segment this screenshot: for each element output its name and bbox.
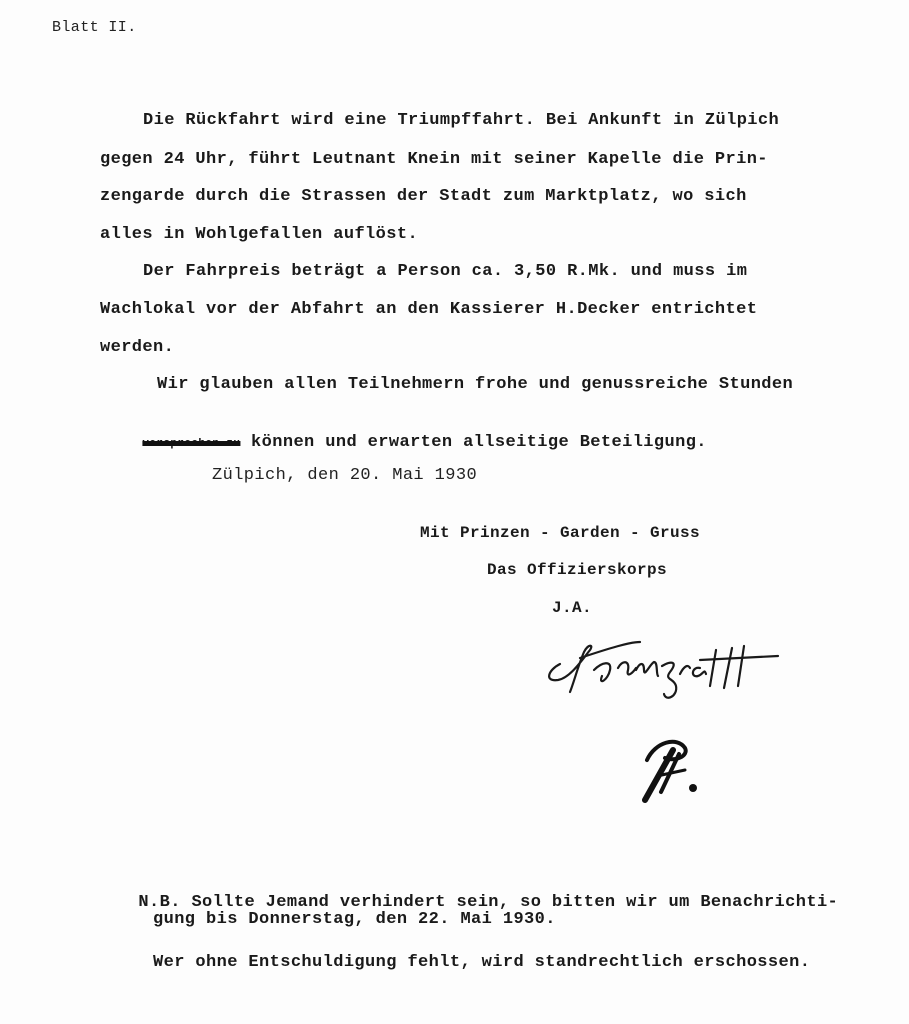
paragraph-1-line-4: alles in Wohlgefallen auflöst.: [100, 225, 419, 244]
paragraph-3-line-1: Wir glauben allen Teilnehmern frohe und genussreiche Stunden: [157, 375, 794, 394]
paragraph-1-line-3: zengarde durch die Strassen der Stadt zum Marktplatz, wo sich: [100, 187, 747, 206]
page-label: Blatt II.: [52, 19, 137, 36]
nb-line-3: Wer ohne Entschuldigung fehlt, wird standrechtlich erschossen.: [153, 953, 811, 972]
place-date: Zülpich, den 20. Mai 1930: [212, 466, 478, 485]
closing-ja: J.A.: [552, 599, 593, 617]
nb-label: N.B.: [138, 893, 181, 912]
paragraph-2-line-2: Wachlokal vor der Abfahrt an den Kassierer H.Decker entrichtet: [100, 300, 758, 319]
struck-through-text: versprechen zu: [142, 438, 241, 450]
paragraph-1-line-2: gegen 24 Uhr, führt Leutnant Knein mit seiner Kapelle die Prin-: [100, 150, 768, 169]
nb-line-2: gung bis Donnerstag, den 22. Mai 1930.: [153, 910, 556, 929]
nb-line-1-text: Sollte Jemand verhindert sein, so bitten wir um Benachrichti-: [191, 893, 839, 912]
paragraph-2-line-1: Der Fahrpreis beträgt a Person ca. 3,50 R.Mk. und muss im: [143, 262, 748, 281]
paragraph-1-line-1: Die Rückfahrt wird eine Triumpffahrt. Bei Ankunft in Zülpich: [143, 111, 780, 130]
signature-2-icon: [635, 730, 715, 810]
closing-greeting: Mit Prinzen - Garden - Gruss: [420, 524, 701, 542]
closing-sender: Das Offizierskorps: [487, 561, 668, 579]
paragraph-2-line-3: werden.: [100, 338, 175, 357]
signature-1-icon: [540, 630, 800, 710]
paragraph-3-line-2-text: können und erwarten allseitige Beteiligung.: [240, 433, 707, 452]
paragraph-3-line-2: [100, 413, 707, 474]
